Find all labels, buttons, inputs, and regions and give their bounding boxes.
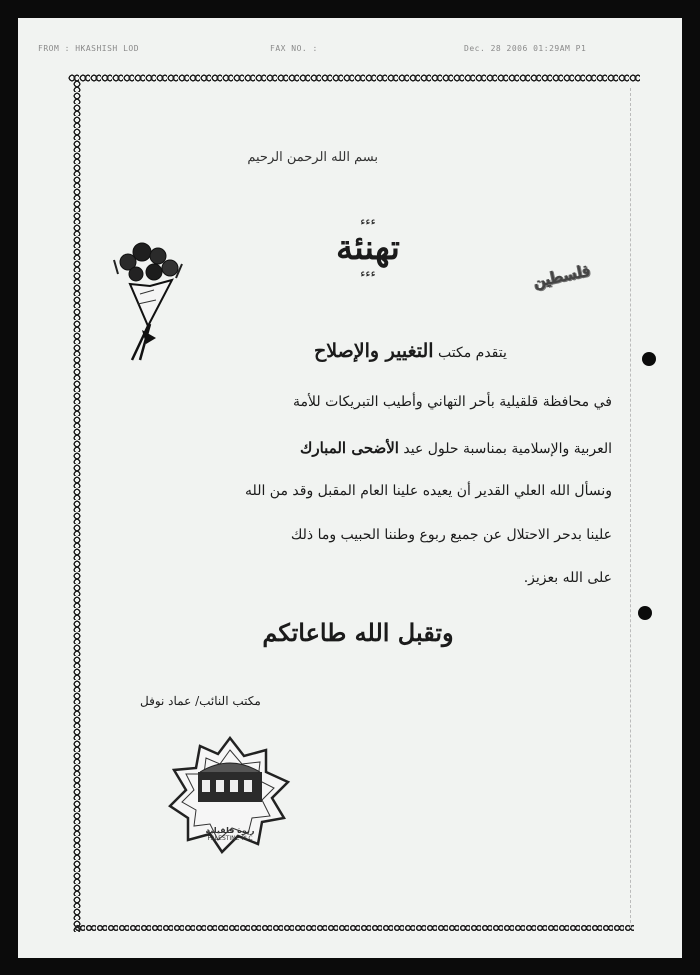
greeting-dots-bottom: ءءء <box>360 267 376 280</box>
signature-line: مكتب النائب/ عماد نوفل <box>140 694 261 708</box>
body-line-2-prefix: العربية والإسلامية بمناسبة حلول عيد <box>403 441 612 457</box>
eid-name: الأضحى المبارك <box>299 439 399 457</box>
body-line-4: علينا بدحر الاحتلال عن جميع ربوع وطننا الحبيب وما ذلك <box>290 527 612 543</box>
seal-latin: PALESTINE PLC <box>207 835 253 842</box>
seal-caption <box>188 826 272 842</box>
decorative-border-bottom <box>74 922 634 934</box>
fold-line <box>630 88 631 928</box>
fax-number: FAX NO. : <box>270 44 318 53</box>
fax-page <box>18 18 682 958</box>
office-name: التغيير والإصلاح <box>314 340 434 362</box>
basmala: بسم الله الرحمن الرحيم <box>247 150 378 165</box>
fax-header <box>18 44 682 58</box>
body-line-3: ونسأل الله العلي القدير أن يعيده علينا العام المقبل وقد من الله <box>245 483 612 499</box>
seal-arabic: ربوة قلقيلية <box>205 826 255 835</box>
punch-hole <box>642 352 656 366</box>
punch-hole <box>638 606 652 620</box>
decorative-border-top <box>68 70 640 86</box>
fax-from: FROM : HKASHISH LOD <box>38 44 140 53</box>
body-line-5: على الله بعزيز. <box>523 570 612 586</box>
body-line-2 <box>300 439 612 457</box>
office-line <box>314 340 507 362</box>
fax-date: Dec. 28 2006 01:29AM P1 <box>464 44 587 53</box>
greeting-title <box>318 216 418 280</box>
greeting-word: تهنئة <box>336 228 400 268</box>
office-intro: يتقدم مكتب <box>438 345 507 361</box>
ink-stamp: فلسطين <box>531 260 592 292</box>
closing-calligraphy: وتقبل الله طاعاتكم <box>262 618 454 647</box>
decorative-border-left <box>68 80 86 932</box>
flower-bouquet-icon <box>110 234 184 364</box>
greeting-dots-top: ءءء <box>360 215 376 228</box>
body-line-1: في محافظة قلقيلية بأحر التهاني وأطيب التبريكات للأمة <box>293 394 612 410</box>
